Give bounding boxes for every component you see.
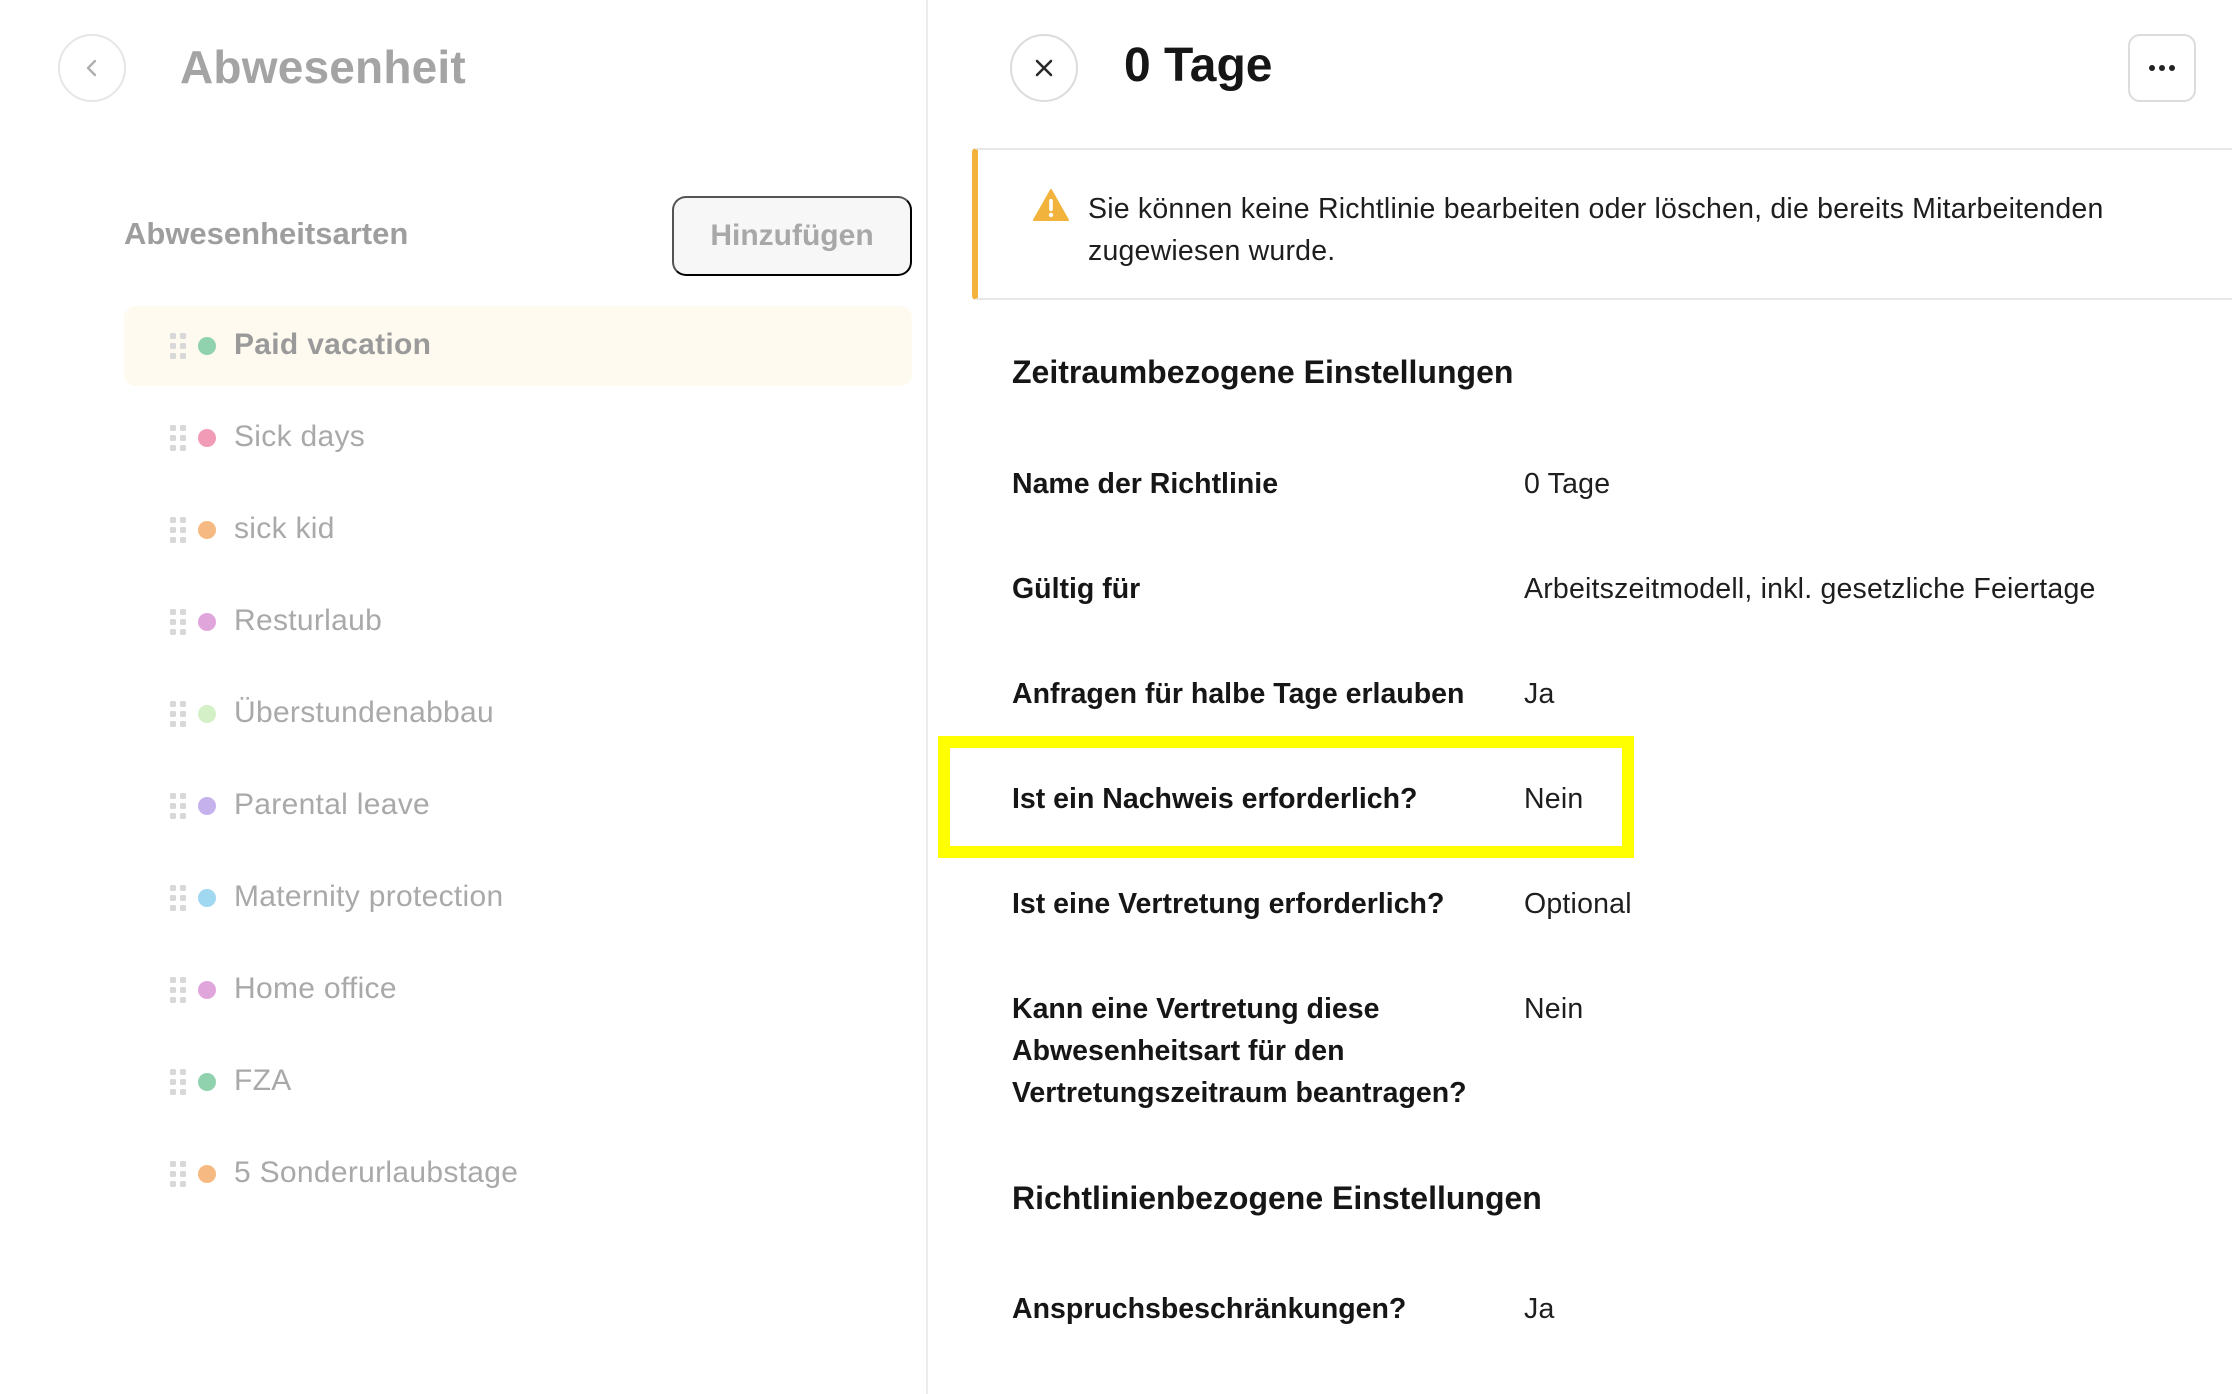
setting-value: Ja [1524,1293,1555,1325]
highlight-box [938,736,1634,858]
color-dot [198,429,216,447]
close-icon [1032,56,1056,80]
absence-type-item-parental-leave[interactable] [124,766,912,846]
setting-label: Gültig für [1012,573,1141,605]
absence-types-panel [0,0,928,1394]
close-button[interactable] [1010,34,1078,102]
absence-type-item-fza[interactable] [124,1042,912,1122]
warning-alert [972,148,2232,300]
setting-label: Name der Richtlinie [1012,468,1279,500]
absence-type-label: Überstundenabbau [234,696,495,729]
absence-type-label: sick kid [234,512,335,545]
absence-type-item-maternity-protection[interactable] [124,858,912,938]
period-settings-heading: Zeitraumbezogene Einstellungen [1012,354,1514,390]
setting-value: Nein [1524,783,1584,815]
setting-value: Nein [1524,993,1584,1025]
page-title: Abwesenheit [180,41,466,93]
drag-handle-icon[interactable] [170,701,186,727]
drag-handle-icon[interactable] [170,885,186,911]
absence-type-label: Parental leave [234,788,430,821]
absence-type-label: Paid vacation [234,328,432,361]
absence-type-item-resturlaub[interactable] [124,582,912,662]
chevron-left-icon [81,57,103,79]
color-dot [198,889,216,907]
absence-type-label: Resturlaub [234,604,383,637]
more-horizontal-icon [2148,64,2176,72]
color-dot [198,521,216,539]
more-options-button[interactable] [2128,34,2196,102]
setting-label: Kann eine Vertretung diese Abwesenheitsart für den Vertretungszeitraum beantragen? [1012,993,1467,1109]
policy-settings-heading: Richtlinienbezogene Einstellungen [1012,1180,1542,1216]
setting-label: Ist ein Nachweis erforderlich? [1012,783,1418,815]
policy-detail-panel [930,0,2232,1394]
setting-label: Anfragen für halbe Tage erlauben [1012,678,1465,710]
setting-value: Ja [1524,678,1555,710]
color-dot [198,705,216,723]
drag-handle-icon[interactable] [170,609,186,635]
back-button[interactable] [58,34,126,102]
drag-handle-icon[interactable] [170,1161,186,1187]
absence-type-label: FZA [234,1064,292,1097]
color-dot [198,1165,216,1183]
warning-text: Sie können keine Richtlinie bearbeiten oder löschen, die bereits Mitarbeitenden zugewiesen wurde. [1088,193,2104,267]
drag-handle-icon[interactable] [170,793,186,819]
policy-title: 0 Tage [1124,39,1273,92]
setting-value: Arbeitszeitmodell, inkl. gesetzliche Feiertage [1524,573,2096,605]
color-dot [198,337,216,355]
add-absence-type-button[interactable]: Hinzufügen [672,196,912,276]
setting-value: Optional [1524,888,1632,920]
drag-handle-icon[interactable] [170,1069,186,1095]
absence-type-label: 5 Sonderurlaubstage [234,1156,519,1189]
drag-handle-icon[interactable] [170,425,186,451]
drag-handle-icon[interactable] [170,333,186,359]
absence-type-item-ueberstundenabbau[interactable] [124,674,912,754]
setting-value: 0 Tage [1524,468,1611,500]
absence-type-item-sick-kid[interactable] [124,490,912,570]
absence-type-item-home-office[interactable] [124,950,912,1030]
absence-types-heading: Abwesenheitsarten [124,216,409,251]
absence-type-label: Sick days [234,420,366,453]
absence-type-item-sonderurlaubstage[interactable] [124,1134,912,1214]
absence-type-label: Maternity protection [234,880,504,913]
color-dot [198,613,216,631]
setting-label: Ist eine Vertretung erforderlich? [1012,888,1445,920]
absence-type-label: Home office [234,972,397,1005]
color-dot [198,1073,216,1091]
drag-handle-icon[interactable] [170,517,186,543]
warning-icon [1032,188,1070,222]
color-dot [198,981,216,999]
absence-type-list [124,306,912,1226]
color-dot [198,797,216,815]
drag-handle-icon[interactable] [170,977,186,1003]
absence-type-item-paid-vacation[interactable] [124,306,912,386]
setting-label: Anspruchsbeschränkungen? [1012,1293,1407,1325]
absence-type-item-sick-days[interactable] [124,398,912,478]
